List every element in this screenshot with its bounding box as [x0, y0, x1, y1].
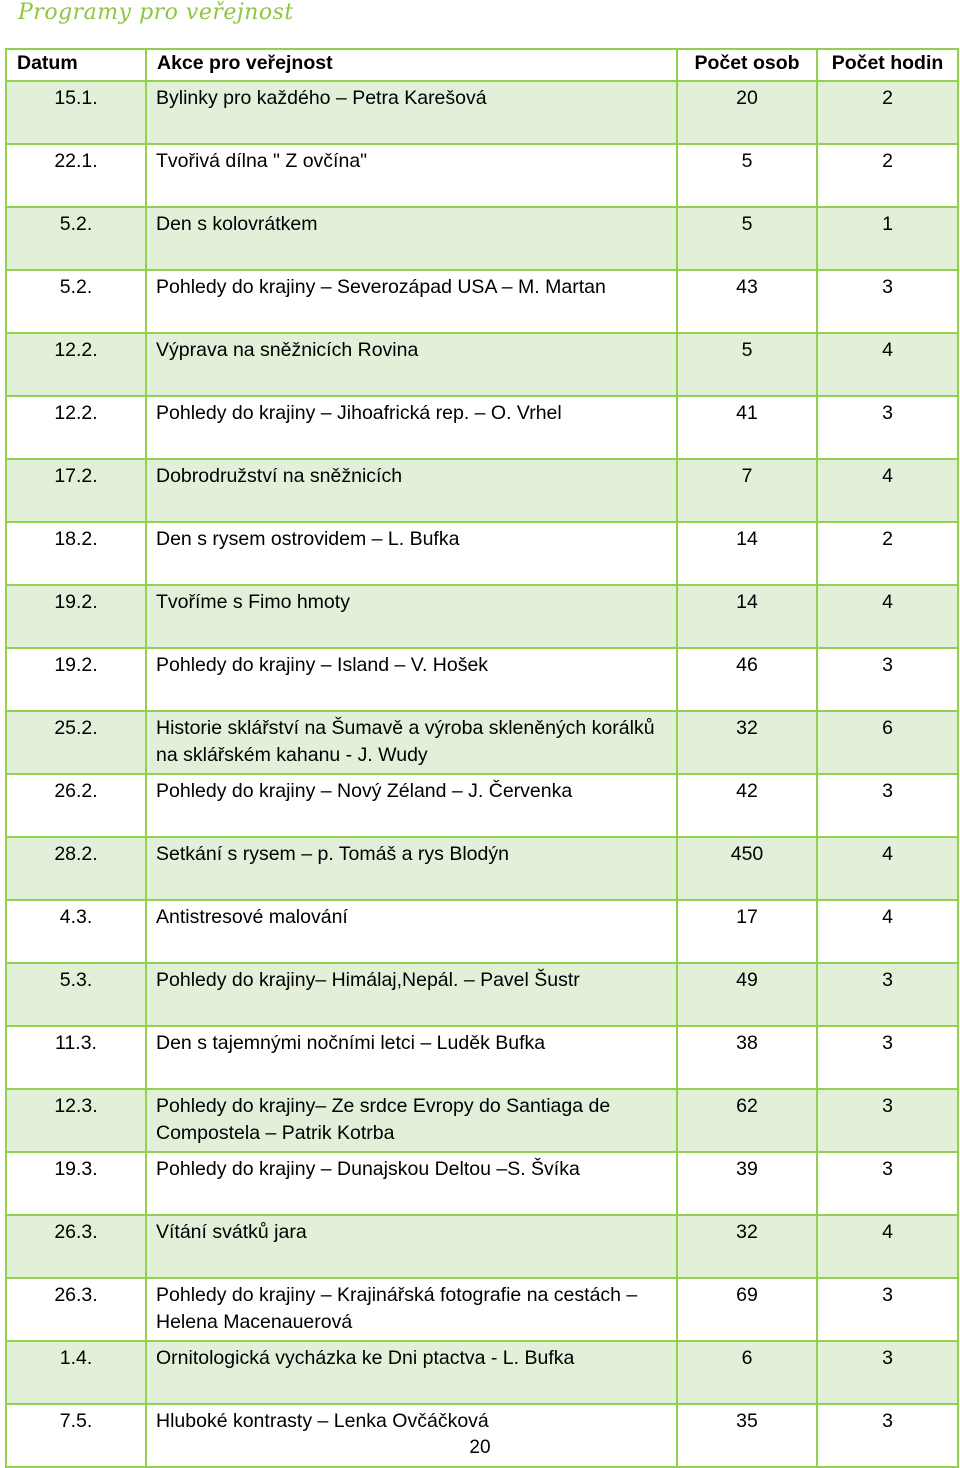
cell-action: Pohledy do krajiny – Krajinářská fotografie na cestách – Helena Macenauerová: [146, 1278, 677, 1341]
cell-hours: 2: [817, 81, 958, 144]
cell-hours: 3: [817, 1089, 958, 1152]
cell-action: Pohledy do krajiny– Ze srdce Evropy do Santiaga de Compostela – Patrik Kotrba: [146, 1089, 677, 1152]
header-persons: Počet osob: [677, 49, 817, 81]
table-row: [6, 1215, 958, 1278]
cell-action: Den s kolovrátkem: [146, 207, 677, 270]
cell-hours: 4: [817, 459, 958, 522]
cell-date: 5.3.: [6, 963, 146, 1026]
cell-hours: 3: [817, 963, 958, 1026]
cell-date: 7.5.: [6, 1404, 146, 1467]
cell-hours: 3: [817, 1152, 958, 1215]
cell-action: Pohledy do krajiny – Dunajskou Deltou –S. Švíka: [146, 1152, 677, 1215]
cell-date: 12.3.: [6, 1089, 146, 1152]
cell-persons: 46: [677, 648, 817, 711]
header-date: Datum: [6, 49, 146, 81]
cell-date: 19.2.: [6, 648, 146, 711]
cell-persons: 32: [677, 711, 817, 774]
cell-date: 25.2.: [6, 711, 146, 774]
page-heading: Programy pro veřejnost: [18, 0, 294, 25]
table-row: [6, 1089, 958, 1152]
cell-action: Dobrodružství na sněžnicích: [146, 459, 677, 522]
cell-persons: 17: [677, 900, 817, 963]
table-row: [6, 522, 958, 585]
cell-action: Pohledy do krajiny – Severozápad USA – M. Martan: [146, 270, 677, 333]
cell-hours: 2: [817, 522, 958, 585]
cell-hours: 3: [817, 1341, 958, 1404]
table-row: [6, 333, 958, 396]
cell-date: 18.2.: [6, 522, 146, 585]
cell-action: Den s tajemnými nočními letci – Luděk Bufka: [146, 1026, 677, 1089]
table-row: [6, 1026, 958, 1089]
cell-persons: 39: [677, 1152, 817, 1215]
cell-date: 11.3.: [6, 1026, 146, 1089]
cell-hours: 3: [817, 648, 958, 711]
cell-hours: 1: [817, 207, 958, 270]
cell-action: Historie sklářství na Šumavě a výroba skleněných korálků na sklářském kahanu - J. Wudy: [146, 711, 677, 774]
cell-action: Antistresové malování: [146, 900, 677, 963]
cell-date: 28.2.: [6, 837, 146, 900]
page-number: 20: [469, 1437, 491, 1458]
cell-action: Pohledy do krajiny – Jihoafrická rep. – O. Vrhel: [146, 396, 677, 459]
cell-persons: 41: [677, 396, 817, 459]
table-row: [6, 207, 958, 270]
cell-date: 12.2.: [6, 396, 146, 459]
cell-action: Bylinky pro každého – Petra Karešová: [146, 81, 677, 144]
cell-date: 26.2.: [6, 774, 146, 837]
cell-persons: 7: [677, 459, 817, 522]
cell-hours: 3: [817, 1404, 958, 1467]
table-body: [6, 81, 958, 1467]
cell-persons: 49: [677, 963, 817, 1026]
cell-persons: 6: [677, 1341, 817, 1404]
cell-action: Tvoříme s Fimo hmoty: [146, 585, 677, 648]
table-row: [6, 459, 958, 522]
cell-date: 19.2.: [6, 585, 146, 648]
cell-date: 19.3.: [6, 1152, 146, 1215]
cell-action: Pohledy do krajiny– Himálaj,Nepál. – Pavel Šustr: [146, 963, 677, 1026]
header-action: Akce pro veřejnost: [146, 49, 677, 81]
table-row: [6, 837, 958, 900]
cell-hours: 3: [817, 270, 958, 333]
cell-persons: 69: [677, 1278, 817, 1341]
cell-persons: 5: [677, 333, 817, 396]
table-row: [6, 774, 958, 837]
cell-action: Pohledy do krajiny – Nový Zéland – J. Červenka: [146, 774, 677, 837]
table-row: [6, 396, 958, 459]
table-row: [6, 81, 958, 144]
cell-hours: 4: [817, 1215, 958, 1278]
cell-date: 26.3.: [6, 1215, 146, 1278]
cell-action: Výprava na sněžnicích Rovina: [146, 333, 677, 396]
table-row: [6, 1152, 958, 1215]
table-row: [6, 711, 958, 774]
cell-persons: 38: [677, 1026, 817, 1089]
cell-hours: 3: [817, 1278, 958, 1341]
cell-date: 12.2.: [6, 333, 146, 396]
cell-date: 17.2.: [6, 459, 146, 522]
cell-hours: 4: [817, 333, 958, 396]
table-header-row: [6, 49, 958, 81]
table-row: [6, 900, 958, 963]
cell-persons: 5: [677, 207, 817, 270]
cell-date: 26.3.: [6, 1278, 146, 1341]
cell-hours: 3: [817, 1026, 958, 1089]
cell-persons: 42: [677, 774, 817, 837]
cell-action: Pohledy do krajiny – Island – V. Hošek: [146, 648, 677, 711]
cell-action: Setkání s rysem – p. Tomáš a rys Blodýn: [146, 837, 677, 900]
cell-hours: 4: [817, 837, 958, 900]
cell-hours: 3: [817, 396, 958, 459]
cell-action: Den s rysem ostrovidem – L. Bufka: [146, 522, 677, 585]
table-row: [6, 648, 958, 711]
cell-date: 5.2.: [6, 270, 146, 333]
cell-persons: 20: [677, 81, 817, 144]
cell-hours: 4: [817, 900, 958, 963]
cell-hours: 6: [817, 711, 958, 774]
cell-hours: 2: [817, 144, 958, 207]
cell-persons: 450: [677, 837, 817, 900]
cell-hours: 3: [817, 774, 958, 837]
table-row: [6, 963, 958, 1026]
cell-persons: 14: [677, 585, 817, 648]
cell-date: 4.3.: [6, 900, 146, 963]
cell-date: 5.2.: [6, 207, 146, 270]
cell-action: Tvořivá dílna " Z ovčína": [146, 144, 677, 207]
cell-date: 1.4.: [6, 1341, 146, 1404]
cell-hours: 4: [817, 585, 958, 648]
table-row: [6, 270, 958, 333]
cell-persons: 14: [677, 522, 817, 585]
table-row: [6, 585, 958, 648]
cell-date: 22.1.: [6, 144, 146, 207]
header-hours: Počet hodin: [817, 49, 958, 81]
cell-date: 15.1.: [6, 81, 146, 144]
events-table: [5, 48, 959, 1468]
table-row: [6, 1278, 958, 1341]
cell-persons: 5: [677, 144, 817, 207]
cell-persons: 35: [677, 1404, 817, 1467]
cell-action: Vítání svátků jara: [146, 1215, 677, 1278]
cell-persons: 43: [677, 270, 817, 333]
cell-action: Ornitologická vycházka ke Dni ptactva - L. Bufka: [146, 1341, 677, 1404]
cell-persons: 32: [677, 1215, 817, 1278]
cell-persons: 62: [677, 1089, 817, 1152]
table-row: [6, 1341, 958, 1404]
table-row: [6, 144, 958, 207]
cell-action: Hluboké kontrasty – Lenka Ovčáčková: [146, 1404, 677, 1467]
